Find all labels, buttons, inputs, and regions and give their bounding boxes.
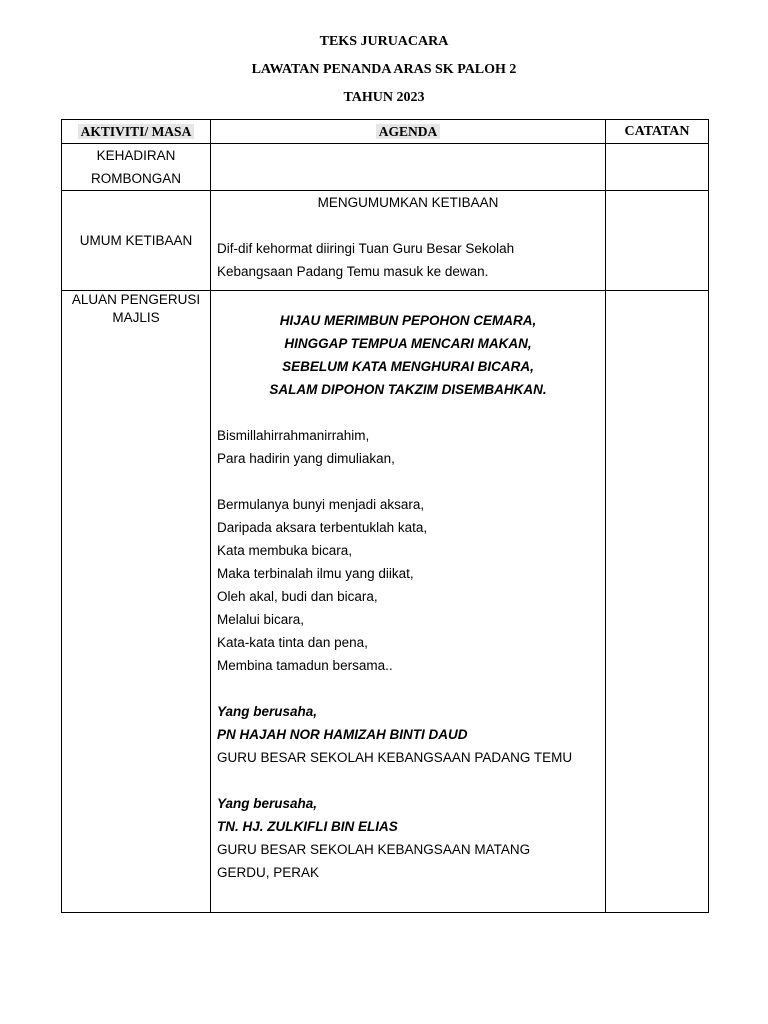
dignitary-prefix: Yang berusaha,	[217, 704, 318, 719]
activity-line: ALUAN PENGERUSI	[71, 292, 201, 307]
dignitary-name: TN. HJ. ZULKIFLI BIN ELIAS	[217, 819, 398, 834]
dignitary-prefix: Yang berusaha,	[217, 796, 318, 811]
agenda-text-line: Kebangsaan Padang Temu masuk ke dewan.	[217, 264, 489, 279]
table-header-row	[62, 120, 709, 144]
activity-line: ROMBONGAN	[90, 171, 181, 186]
agenda-cell	[211, 144, 606, 191]
agenda-text-line: Dif-dif kehormat diiringi Tuan Guru Besar Sekolah	[217, 241, 515, 256]
table-row	[62, 191, 709, 291]
verse-line: Oleh akal, budi dan bicara,	[217, 589, 378, 604]
verse-line: Membina tamadun bersama..	[217, 658, 393, 673]
document-year: TAHUN 2023	[343, 90, 425, 105]
dignitary-name: PN HAJAH NOR HAMIZAH BINTI DAUD	[217, 727, 468, 742]
column-header-agenda: AGENDA	[211, 120, 606, 144]
verse-line: Melalui bicara,	[217, 612, 305, 627]
verse-line: Kata membuka bicara,	[217, 543, 353, 558]
column-header-activity: AKTIVITI/ MASA	[62, 120, 211, 144]
notes-cell	[606, 191, 709, 291]
document-title: TEKS JURUACARA	[319, 34, 449, 49]
table-row	[62, 144, 709, 191]
table-row	[62, 291, 709, 913]
activity-line: UMUM KETIBAAN	[79, 233, 193, 248]
dignitary-position: GERDU, PERAK	[217, 865, 320, 880]
agenda-table	[61, 119, 709, 913]
document-subtitle: LAWATAN PENANDA ARAS SK PALOH 2	[251, 62, 517, 77]
pantun-line: HIJAU MERIMBUN PEPOHON CEMARA,	[279, 313, 537, 328]
pantun-line: SALAM DIPOHON TAKZIM DISEMBAHKAN.	[269, 382, 547, 397]
greeting-line: Bismillahirrahmanirrahim,	[217, 428, 370, 443]
pantun-line: SEBELUM KATA MENGHURAI BICARA,	[282, 359, 534, 374]
pantun-line: HINGGAP TEMPUA MENCARI MAKAN,	[284, 336, 532, 351]
verse-line: Daripada aksara terbentuklah kata,	[217, 520, 428, 535]
activity-line: MAJLIS	[112, 310, 160, 325]
agenda-cell	[211, 291, 606, 913]
activity-cell	[62, 144, 211, 191]
greeting-line: Para hadirin yang dimuliakan,	[217, 451, 395, 466]
agenda-cell	[211, 191, 606, 291]
activity-cell	[62, 191, 211, 291]
verse-line: Kata-kata tinta dan pena,	[217, 635, 368, 650]
notes-cell	[606, 291, 709, 913]
column-header-notes: CATATAN	[606, 120, 709, 144]
dignitary-position: GURU BESAR SEKOLAH KEBANGSAAN PADANG TEMU	[217, 750, 573, 765]
activity-line: KEHADIRAN	[96, 148, 176, 163]
dignitary-position: GURU BESAR SEKOLAH KEBANGSAAN MATANG	[217, 842, 531, 857]
activity-cell	[62, 291, 211, 913]
verse-line: Maka terbinalah ilmu yang diikat,	[217, 566, 414, 581]
agenda-heading: MENGUMUMKAN KETIBAAN	[317, 195, 499, 210]
notes-cell	[606, 144, 709, 191]
verse-line: Bermulanya bunyi menjadi aksara,	[217, 497, 425, 512]
